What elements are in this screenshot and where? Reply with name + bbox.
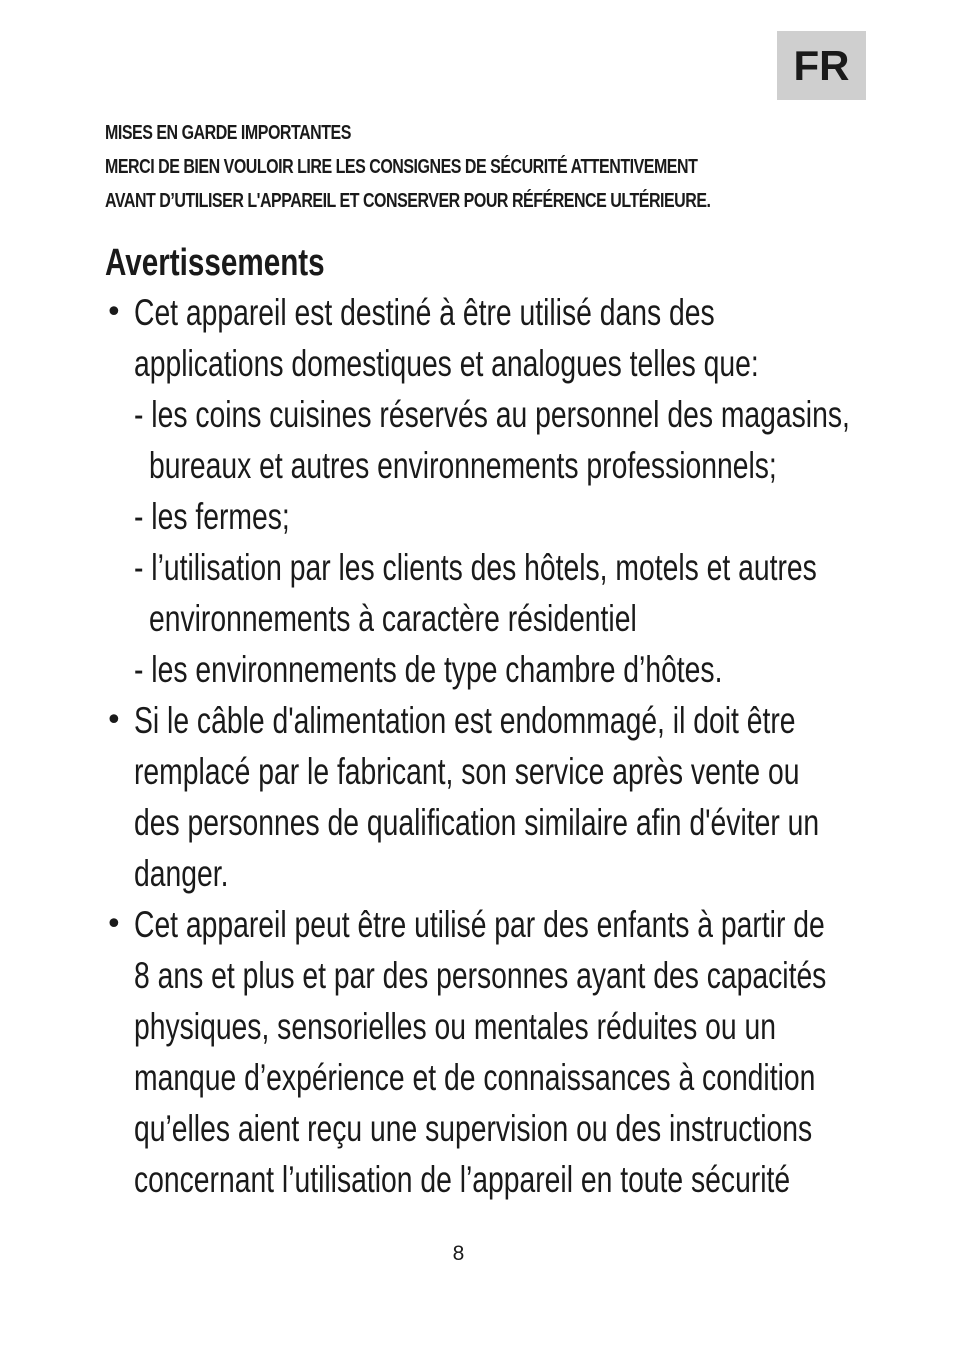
bullet-1-line: applications domestiques et analogues telles que: — [134, 343, 759, 384]
sub-item-line: bureaux et autres environnements professionnels; — [149, 445, 777, 486]
bullet-1-line: Cet appareil est destiné à être utilisé dans des — [134, 292, 715, 333]
language-badge: FR — [777, 31, 866, 100]
sub-item-line: - les fermes; — [134, 496, 290, 537]
bullet-3-line: concernant l’utilisation de l’appareil en toute sécurité — [134, 1159, 791, 1200]
header-line: MISES EN GARDE IMPORTANTES — [105, 122, 351, 144]
header-line: MERCI DE BIEN VOULOIR LIRE LES CONSIGNES DE SÉCURITÉ ATTENTIVEMENT — [105, 156, 698, 178]
bullet-2-line: danger. — [134, 853, 229, 894]
bullet-marker: • — [105, 907, 123, 942]
sub-item-line: - les coins cuisines réservés au personnel des magasins, — [134, 394, 850, 435]
bullet-3-line: physiques, sensorielles ou mentales réduites ou un — [134, 1006, 776, 1047]
bullet-3-line: Cet appareil peut être utilisé par des enfants à partir de — [134, 904, 825, 945]
sub-item-line: - l’utilisation par les clients des hôtels, motels et autres — [134, 547, 817, 588]
important-warnings-header — [105, 116, 865, 218]
header-line: AVANT D’UTILISER L'APPAREIL ET CONSERVER POUR RÉFÉRENCE ULTÉRIEURE. — [105, 190, 711, 212]
bullet-2-line: des personnes de qualification similaire afin d'éviter un — [134, 802, 820, 843]
sub-item-line: environnements à caractère résidentiel — [149, 598, 637, 639]
bullet-3-line: manque d’expérience et de connaissances à condition — [134, 1057, 816, 1098]
bullet-3-line: 8 ans et plus et par des personnes ayant des capacités — [134, 955, 827, 996]
bullet-3-line: qu’elles aient reçu une supervision ou des instructions — [134, 1108, 813, 1149]
bullet-marker: • — [105, 703, 123, 738]
bullet-2-line: remplacé par le fabricant, son service après vente ou — [134, 751, 800, 792]
sub-item-line: - les environnements de type chambre d’hôtes. — [134, 649, 723, 690]
bullet-marker: • — [105, 295, 123, 330]
page-number: 8 — [452, 1242, 465, 1265]
section-title: Avertissements — [105, 242, 325, 284]
bullet-2-line: Si le câble d'alimentation est endommagé, il doit être — [134, 700, 796, 741]
